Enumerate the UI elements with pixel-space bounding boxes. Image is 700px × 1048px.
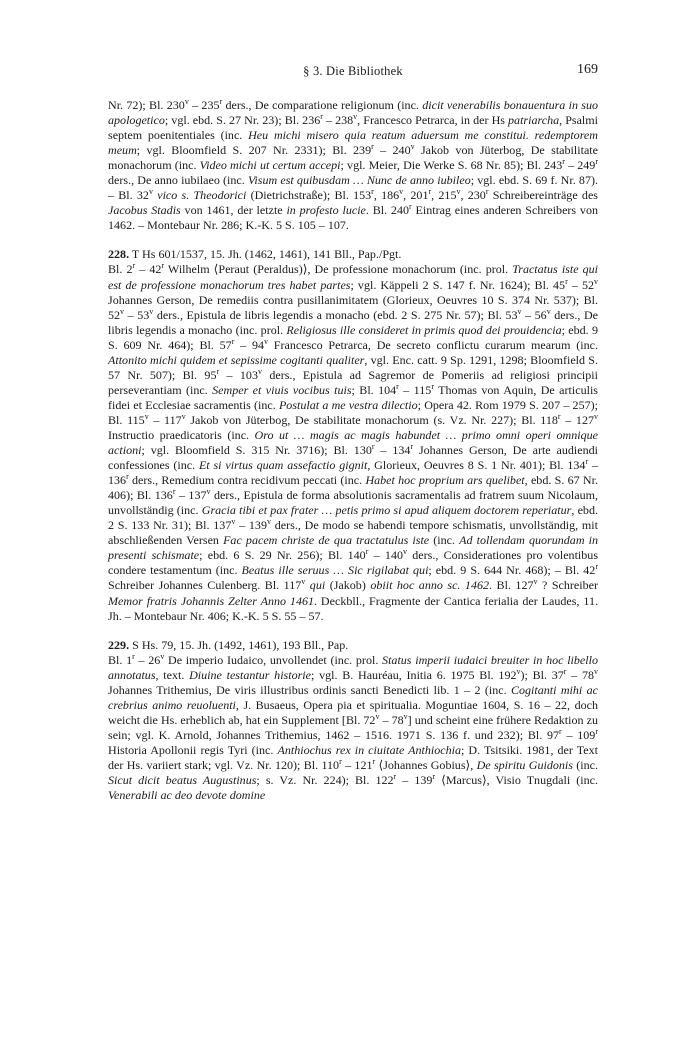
entry-text bbox=[108, 262, 598, 623]
folio-side-marker: v bbox=[516, 666, 521, 676]
folio-side-marker: r bbox=[428, 187, 432, 197]
text-run: – 52 bbox=[567, 277, 594, 292]
text-run: – 139 bbox=[235, 518, 267, 533]
folio-side-marker: r bbox=[565, 276, 568, 286]
folio-side-marker: r bbox=[595, 726, 598, 736]
folio-side-marker: r bbox=[371, 442, 375, 452]
folio-side-marker: v bbox=[546, 306, 551, 316]
text-run: ders., Epistula de libris legendis a monacho (ebd. 2 S. 275 Nr. 57); Bl. 53 bbox=[153, 307, 518, 322]
italic-citation: qui bbox=[309, 578, 326, 593]
text-run: – 78 bbox=[566, 667, 594, 682]
text-run: ders., De comparatione religionum (inc. bbox=[222, 98, 423, 112]
text-run: ; Opera 42. Rom 1979 S. 207 – 257); Bl. 115 bbox=[108, 397, 598, 427]
catalog-entry-228 bbox=[108, 247, 598, 623]
italic-citation: Oro ut … magis ac magis habundet … primo omni operi omnique actioni bbox=[108, 427, 598, 458]
italic-citation: Anthiochus rex in ciuitate Anthiochia bbox=[277, 742, 462, 757]
text-run: ders., Epistula ad Sagremor de Pomeriis ad religiosi principii perseverantiam (inc. bbox=[108, 367, 598, 397]
folio-side-marker: r bbox=[219, 96, 223, 106]
text-run: , J. Busaeus, Opera pia et spiritualia. Moguntiae 1604, S. 16 – 22, doch weicht die Hs. erheblich ab, hat ein Supplement [Bl. 72 bbox=[108, 697, 598, 727]
text-run: – 26 bbox=[134, 652, 161, 667]
text-run: Nr. 72); Bl. 230 bbox=[108, 98, 185, 112]
folio-side-marker: v bbox=[594, 666, 598, 676]
text-run: , text. bbox=[155, 667, 190, 682]
italic-citation: obiit hoc anno sc. 1462 bbox=[370, 578, 490, 593]
folio-side-marker: v bbox=[517, 306, 522, 316]
text-run: Wilhelm ⟨Peraut (Peraldus)⟩, De professione monachorum (inc. prol. bbox=[164, 262, 513, 277]
folio-side-marker: r bbox=[585, 457, 589, 467]
folio-side-marker: v bbox=[148, 187, 153, 197]
text-run: – 235 bbox=[188, 98, 220, 112]
italic-citation: Tractatus iste qui est de professione monachorum tres habet partes bbox=[108, 262, 599, 292]
text-run: Schreiber Johannes Culenberg. Bl. 117 bbox=[108, 578, 302, 593]
folio-side-marker: r bbox=[132, 261, 136, 271]
page-header bbox=[108, 62, 598, 80]
folio-side-marker: v bbox=[353, 112, 358, 122]
folio-side-marker: v bbox=[399, 187, 404, 197]
text-run: ; vgl. Meier, Die Werke S. 68 Nr. 85); Bl. 243 bbox=[340, 158, 563, 173]
italic-citation: Ad tollendam quorundam in presenti schismate bbox=[108, 533, 599, 563]
italic-citation: Religiosus ille consideret in primis quod dei prouidencia bbox=[286, 322, 562, 337]
text-run: – 94 bbox=[234, 337, 265, 352]
italic-citation: Habet hoc proprium ars quelibet bbox=[365, 473, 525, 488]
folio-side-marker: r bbox=[557, 411, 561, 421]
folio-side-marker: v bbox=[375, 711, 380, 721]
text-run: ; ebd. 9 S. 644 Nr. 468); – Bl. 42 bbox=[428, 563, 596, 578]
text-run: Johannes Gerson, De arte audiendi confessiones (inc. bbox=[108, 443, 599, 473]
text-run: Thomas von Aquin, De articulis fidei et Ecclesiae sacramentis (inc. bbox=[108, 382, 598, 412]
text-run: ; vgl. Bloomfield S. 207 Nr. 2331); Bl. 239 bbox=[136, 143, 372, 158]
folio-side-marker: v bbox=[206, 487, 211, 497]
italic-citation: Visum est quibusdam … Nunc de anno iubileo bbox=[247, 173, 471, 188]
text-run: (inc. bbox=[572, 757, 599, 772]
text-run: ; D. Tsitsiki. 1981, der Text der Hs. variiert stark; vgl. Vz. Nr. 120); Bl. 110 bbox=[108, 742, 598, 772]
text-run: – 78 bbox=[379, 712, 404, 727]
catalog-entry-229 bbox=[108, 638, 598, 804]
text-run: Jakob von Jüterbog, De stabilitate monachorum (s. Vz. Nr. 227); Bl. 118 bbox=[185, 412, 558, 427]
folio-side-marker: v bbox=[257, 366, 262, 376]
text-run: – 42 bbox=[135, 262, 162, 277]
text-run: ; ebd. 6 S. 29 Nr. 256); Bl. 140 bbox=[199, 548, 366, 563]
text-run: ders., De modo se habendi tempore schismatis, unvollständig, mit abschließenden Versen bbox=[108, 518, 598, 548]
folio-side-marker: r bbox=[595, 562, 598, 572]
entry-text bbox=[108, 653, 598, 803]
text-run: – 137 bbox=[175, 488, 207, 503]
text-run: ); Bl. 37 bbox=[520, 667, 564, 682]
text-run: – 139 bbox=[396, 773, 433, 788]
text-run: , 215 bbox=[431, 188, 457, 203]
italic-citation: Beatus ille seruus … Sic rigilabat qui bbox=[241, 563, 429, 578]
text-run: – 249 bbox=[564, 158, 596, 173]
folio-side-marker: r bbox=[216, 366, 220, 376]
text-run: ⟨Johannes Gobius⟩, bbox=[375, 757, 477, 772]
folio-side-marker: r bbox=[371, 142, 374, 152]
folio-side-marker: v bbox=[231, 517, 236, 527]
italic-citation: in profesto lucie bbox=[286, 203, 366, 218]
entry-heading bbox=[108, 638, 598, 653]
folio-side-marker: r bbox=[320, 112, 323, 122]
text-run: ? Schreiber bbox=[537, 578, 598, 593]
italic-citation: patriarcha bbox=[508, 113, 560, 128]
text-run: Johannes Gerson, De remediis contra pusillanimitatem (Glorieux, Oeuvres 10 S. 374 Nr. 537); Bl. 52 bbox=[108, 292, 598, 322]
folio-side-marker: r bbox=[432, 772, 436, 781]
text-run: ] und scheint eine frühere Redaktion zu sein; vgl. K. Arnold, Johannes Trithemius, 1462 – 1516. 1971 S. 136 f. und 232); Bl. 97 bbox=[108, 712, 598, 742]
text-run: Johannes Trithemius, De viris illustribus ordinis sancti Benedicti lib. 1 – 2 (inc. bbox=[108, 682, 511, 697]
folio-side-marker: r bbox=[231, 336, 235, 346]
italic-citation: vico s. Theodorici bbox=[157, 188, 247, 203]
catalog-body bbox=[108, 98, 598, 803]
text-run: – 127 bbox=[560, 412, 594, 427]
text-run: (Jakob) bbox=[325, 578, 371, 593]
folio-side-marker: v bbox=[264, 336, 269, 346]
folio-side-marker: v bbox=[403, 547, 407, 557]
italic-citation: Fac pacem christe de qua tractatulus iste bbox=[223, 533, 430, 548]
text-run: ders., Remedium contra recidivum peccati (inc. bbox=[128, 473, 366, 488]
text-run: . Bl. 127 bbox=[489, 578, 534, 593]
italic-citation: Semper et viuis vocibus tuis bbox=[212, 382, 352, 397]
folio-side-marker: r bbox=[339, 756, 342, 766]
text-run: ; ebd. 9 S. 609 Nr. 464); Bl. 57 bbox=[108, 322, 598, 352]
folio-side-marker: r bbox=[393, 772, 397, 781]
italic-citation: Video michi ut certum accepi bbox=[199, 158, 341, 173]
text-run: ; vgl. Käppeli 2 S. 147 f. Nr. 1624); Bl. 45 bbox=[350, 277, 566, 292]
italic-citation: Postulat a me vestra dilectio bbox=[278, 397, 418, 412]
text-run: Jakob von Jüterbog, De stabilitate monachorum (inc. bbox=[108, 143, 598, 173]
folio-side-marker: r bbox=[365, 547, 369, 557]
text-run: ⟨Marcus⟩, Visio Tnugdali (inc. bbox=[435, 773, 598, 788]
text-run: – 53 bbox=[124, 307, 150, 322]
page-number: 169 bbox=[577, 62, 598, 77]
entry-number: 228. bbox=[108, 247, 130, 262]
folio-side-marker: v bbox=[533, 577, 538, 587]
folio-side-marker: r bbox=[371, 187, 374, 197]
text-run: – 240 bbox=[373, 143, 411, 158]
text-run: ders., De anno iubilaeo (inc. bbox=[108, 173, 248, 188]
folio-side-marker: r bbox=[431, 381, 434, 391]
text-run: – 103 bbox=[219, 367, 258, 382]
italic-citation: Heu michi misero quia reatum aduersum me constitui. redemptorem meum bbox=[108, 128, 598, 158]
text-run: ; vgl. B. Hauréau, Initia 6. 1975 Bl. 192 bbox=[311, 667, 517, 682]
folio-side-marker: v bbox=[149, 306, 154, 316]
text-run: ; Bl. 104 bbox=[351, 382, 397, 397]
text-run: ders., De libris legendis a monacho (inc. prol. bbox=[108, 307, 599, 337]
folio-side-marker: r bbox=[595, 157, 599, 167]
text-run: , 230 bbox=[460, 188, 486, 203]
folio-side-marker: v bbox=[301, 577, 306, 587]
entry-number: 229. bbox=[108, 637, 130, 652]
folio-side-marker: r bbox=[126, 472, 129, 482]
text-run: Schreibereinträge des bbox=[488, 188, 598, 203]
text-run: ; vgl. Bloomfield S. 315 Nr. 3716); Bl. 130 bbox=[141, 443, 372, 458]
folio-side-marker: r bbox=[559, 726, 562, 736]
folio-side-marker: v bbox=[410, 142, 415, 152]
text-run: , Psalmi septem poenitentiales (inc. bbox=[108, 113, 599, 143]
text-run: Eintrag eines anderen Schreibers von 1462. – Montebaur Nr. 286; K.-K. 5 S. 105 – 107. bbox=[108, 203, 598, 233]
text-run: Historia Apollonii regis Tyri (inc. bbox=[108, 742, 278, 757]
running-head: § 3. Die Bibliothek bbox=[303, 64, 403, 78]
text-run: Francesco Petrarca, De secreto conflictu curarum mearum (inc. bbox=[268, 337, 598, 352]
folio-side-marker: v bbox=[160, 651, 165, 661]
text-run: . Bl. 240 bbox=[365, 203, 410, 218]
text-run: Instructio praedicatoris (inc. bbox=[108, 427, 255, 442]
text-run: , 201 bbox=[403, 188, 429, 203]
italic-citation: Gracia tibi et pax frater … petis primo si apud aliquem doctorem reperiatur bbox=[201, 503, 572, 518]
folio-side-marker: v bbox=[456, 187, 461, 197]
text-run: T Hs 601/1537, 15. Jh. (1462, 1461), 141 Bll., Pap./Pgt. bbox=[129, 247, 402, 262]
italic-citation: dicit venerabilis bonauentura in suo apologetico bbox=[108, 98, 599, 128]
text-run: ; vgl. ebd. S. 27 Nr. 23); Bl. 236 bbox=[164, 113, 321, 128]
folio-side-marker: v bbox=[594, 276, 598, 286]
folio-side-marker: v bbox=[181, 411, 186, 421]
text-run: von 1461, der letzte bbox=[180, 203, 287, 218]
text-run: – 115 bbox=[398, 382, 432, 397]
text-run: – 136 bbox=[108, 458, 598, 488]
italic-citation: Et si virtus quam assefactio gignit bbox=[198, 458, 368, 473]
text-run: , ebd. S. 67 Nr. 406); Bl. 136 bbox=[108, 473, 598, 503]
text-run: ders., Epistula de forma absolutionis sacramentalis ad fratrem suum Nicolaum, unvollständig (inc. bbox=[108, 488, 598, 518]
italic-citation: De spiritu Guidonis bbox=[476, 757, 573, 772]
text-run: De imperio Iudaico, unvollendet (inc. prol. bbox=[164, 652, 383, 667]
folio-side-marker: r bbox=[485, 187, 489, 197]
text-run: ; vgl. ebd. S. 69 f. Nr. 87). – Bl. 32 bbox=[108, 173, 598, 203]
italic-citation: Attonito michi quidem et sepissime cogitanti qualiter bbox=[108, 352, 365, 367]
text-run: (Dietrichstraße); Bl. 153 bbox=[246, 188, 372, 203]
text-run: Bl. 1 bbox=[108, 652, 133, 667]
folio-side-marker: r bbox=[562, 157, 565, 167]
text-run: , Francesco Petrarca, in der Hs bbox=[357, 113, 509, 128]
italic-citation: Diuine testantur historie bbox=[189, 667, 311, 682]
italic-citation: Memor fratris Johannis Zelter Anno 1461 bbox=[108, 593, 315, 608]
text-run: – 56 bbox=[521, 307, 547, 322]
text-run: S Hs. 79, 15. Jh. (1492, 1461), 193 Bll., Pap. bbox=[129, 637, 349, 652]
italic-citation: Jacobus Stadis bbox=[108, 203, 181, 218]
folio-side-marker: r bbox=[396, 381, 399, 391]
entry-heading bbox=[108, 247, 598, 262]
folio-side-marker: v bbox=[144, 411, 149, 421]
text-run: (inc. bbox=[429, 533, 460, 548]
text-run: – 134 bbox=[374, 443, 411, 458]
text-run: – 117 bbox=[148, 412, 182, 427]
text-run: , vgl. Enc. catt. 9 Sp. 1291, 1298; Bloomfield S. 57 Nr. 507); Bl. 95 bbox=[108, 352, 598, 382]
folio-side-marker: v bbox=[266, 517, 271, 527]
italic-citation: Cogitanti mihi ac crebrius animo reuoluenti bbox=[108, 682, 598, 712]
folio-side-marker: r bbox=[409, 202, 412, 212]
text-run: – 121 bbox=[341, 757, 373, 772]
text-run: ; s. Vz. Nr. 224); Bl. 122 bbox=[256, 773, 394, 788]
text-run: . Deckbll., Fragmente der Cantica ferialia der Laudes, 11. Jh. – Montebaur Nr. 406; K.-K. 5 S. 55 – 57. bbox=[108, 593, 598, 623]
folio-side-marker: v bbox=[403, 711, 408, 721]
text-run: , ebd. 2 S. 133 Nr. 31); Bl. 137 bbox=[108, 503, 598, 533]
text-run: ders., Considerationes pro volentibus condere testamentum (inc. bbox=[108, 548, 599, 578]
continuation-paragraph bbox=[108, 98, 598, 233]
folio-side-marker: v bbox=[184, 96, 189, 106]
italic-citation: Status imperii iudaici breuiter in hoc libello annotatus bbox=[108, 652, 598, 682]
folio-side-marker: r bbox=[410, 442, 414, 452]
text-run: Bl. 2 bbox=[108, 262, 133, 277]
folio-side-marker: r bbox=[161, 261, 165, 271]
folio-side-marker: r bbox=[172, 487, 176, 497]
text-run: – 140 bbox=[368, 548, 403, 563]
text-run: – 109 bbox=[561, 727, 596, 742]
text-run: , 186 bbox=[373, 188, 400, 203]
folio-side-marker: v bbox=[120, 306, 125, 316]
folio-side-marker: r bbox=[372, 756, 376, 766]
italic-citation: Venerabili ac deo devote domine bbox=[108, 788, 266, 803]
text-run: – 238 bbox=[322, 113, 354, 128]
italic-citation: Sicut dicit beatus Augustinus bbox=[108, 773, 257, 788]
folio-side-marker: r bbox=[132, 651, 135, 661]
folio-side-marker: v bbox=[594, 411, 598, 421]
folio-side-marker: r bbox=[563, 666, 567, 676]
text-run: , Glorieux, Oeuvres 8 S. 1 Nr. 401); Bl. 134 bbox=[367, 458, 586, 473]
